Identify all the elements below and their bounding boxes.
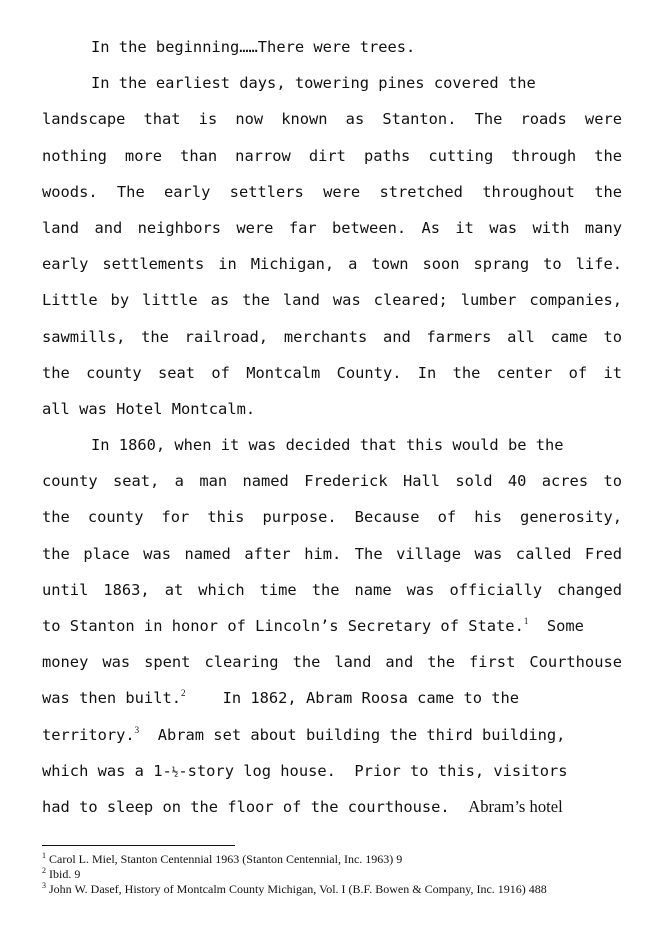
paragraph-1-line: the county seat of Montcalm County. In the center of it [42, 363, 622, 382]
paragraph-2-line [42, 757, 622, 793]
paragraph-2-line: In 1860, when it was decided that this would be the [91, 436, 564, 455]
paragraph-1-line: In the earliest days, towering pines covered the [91, 74, 536, 93]
line-text: to Stanton in honor of Lincoln’s Secretary of State. [42, 617, 524, 635]
paragraph-1-line: land and neighbors were far between. As it was with many [42, 218, 622, 237]
line-text: Abram’s hotel [468, 796, 563, 816]
fraction-half: ½ [171, 764, 179, 778]
footnote-ref-3: 3 [134, 724, 140, 735]
paragraph-2-line: the place was named after him. The village was called Fred [42, 544, 622, 563]
line-text: which was a 1- [42, 761, 172, 780]
body-text [42, 33, 622, 829]
footnote-number: 3 [42, 881, 46, 890]
footnote-3 [42, 882, 632, 897]
footnotes [42, 852, 632, 897]
paragraph-2-line [42, 793, 622, 829]
paragraph-1-line: all was Hotel Montcalm. [42, 399, 256, 418]
line-text: In 1862, Abram Roosa came to the [185, 689, 520, 708]
paragraph-1-line: landscape that is now known as Stanton. The roads were [42, 110, 622, 129]
line-text: territory. [42, 725, 135, 744]
paragraph-2-line [42, 721, 622, 757]
footnote-text: John W. Dasef, History of Montcalm County Michigan, Vol. I (B.F. Bowen & Company, Inc. 1916) 488 [49, 882, 547, 896]
paragraph-2-line [42, 684, 622, 720]
footnote-number: 2 [42, 866, 46, 875]
footnote-separator [42, 845, 235, 846]
paragraph-1-line: woods. The early settlers were stretched throughout the [42, 182, 622, 201]
paragraph-2-line [42, 612, 622, 648]
paragraph-2-line: the county for this purpose. Because of his generosity, [42, 508, 622, 527]
line-text: -story log house. Prior to this, visitors [178, 761, 568, 780]
footnote-2 [42, 867, 632, 882]
footnote-1 [42, 852, 632, 867]
line-text: Abram set about building the third building, [139, 725, 566, 744]
paragraph-1-line: nothing more than narrow dirt paths cutting through the [42, 146, 622, 165]
paragraph-1-line: sawmills, the railroad, merchants and farmers all came to [42, 327, 622, 346]
footnote-text: Ibid. 9 [49, 867, 81, 881]
footnote-ref-2: 2 [181, 688, 186, 699]
footnote-ref-1: 1 [523, 616, 529, 626]
opening-line: In the beginning……There were trees. [91, 38, 416, 56]
footnote-text: Carol L. Miel, Stanton Centennial 1963 (Stanton Centennial, Inc. 1963) 9 [49, 852, 403, 866]
paragraph-1-line: Little by little as the land was cleared; lumber companies, [42, 291, 622, 310]
line-text: was then built. [42, 689, 181, 708]
line-text: Some [528, 617, 584, 635]
paragraph-2-line: until 1863, at which time the name was officially changed [42, 580, 622, 599]
footnote-number: 1 [42, 851, 46, 860]
paragraph-1-line: early settlements in Michigan, a town soon sprang to life. [42, 255, 622, 274]
paragraph-2-line: money was spent clearing the land and the first Courthouse [42, 653, 622, 672]
paragraph-2-line: county seat, a man named Frederick Hall sold 40 acres to [42, 472, 622, 491]
line-text: had to sleep on the floor of the courthouse. [42, 797, 469, 816]
